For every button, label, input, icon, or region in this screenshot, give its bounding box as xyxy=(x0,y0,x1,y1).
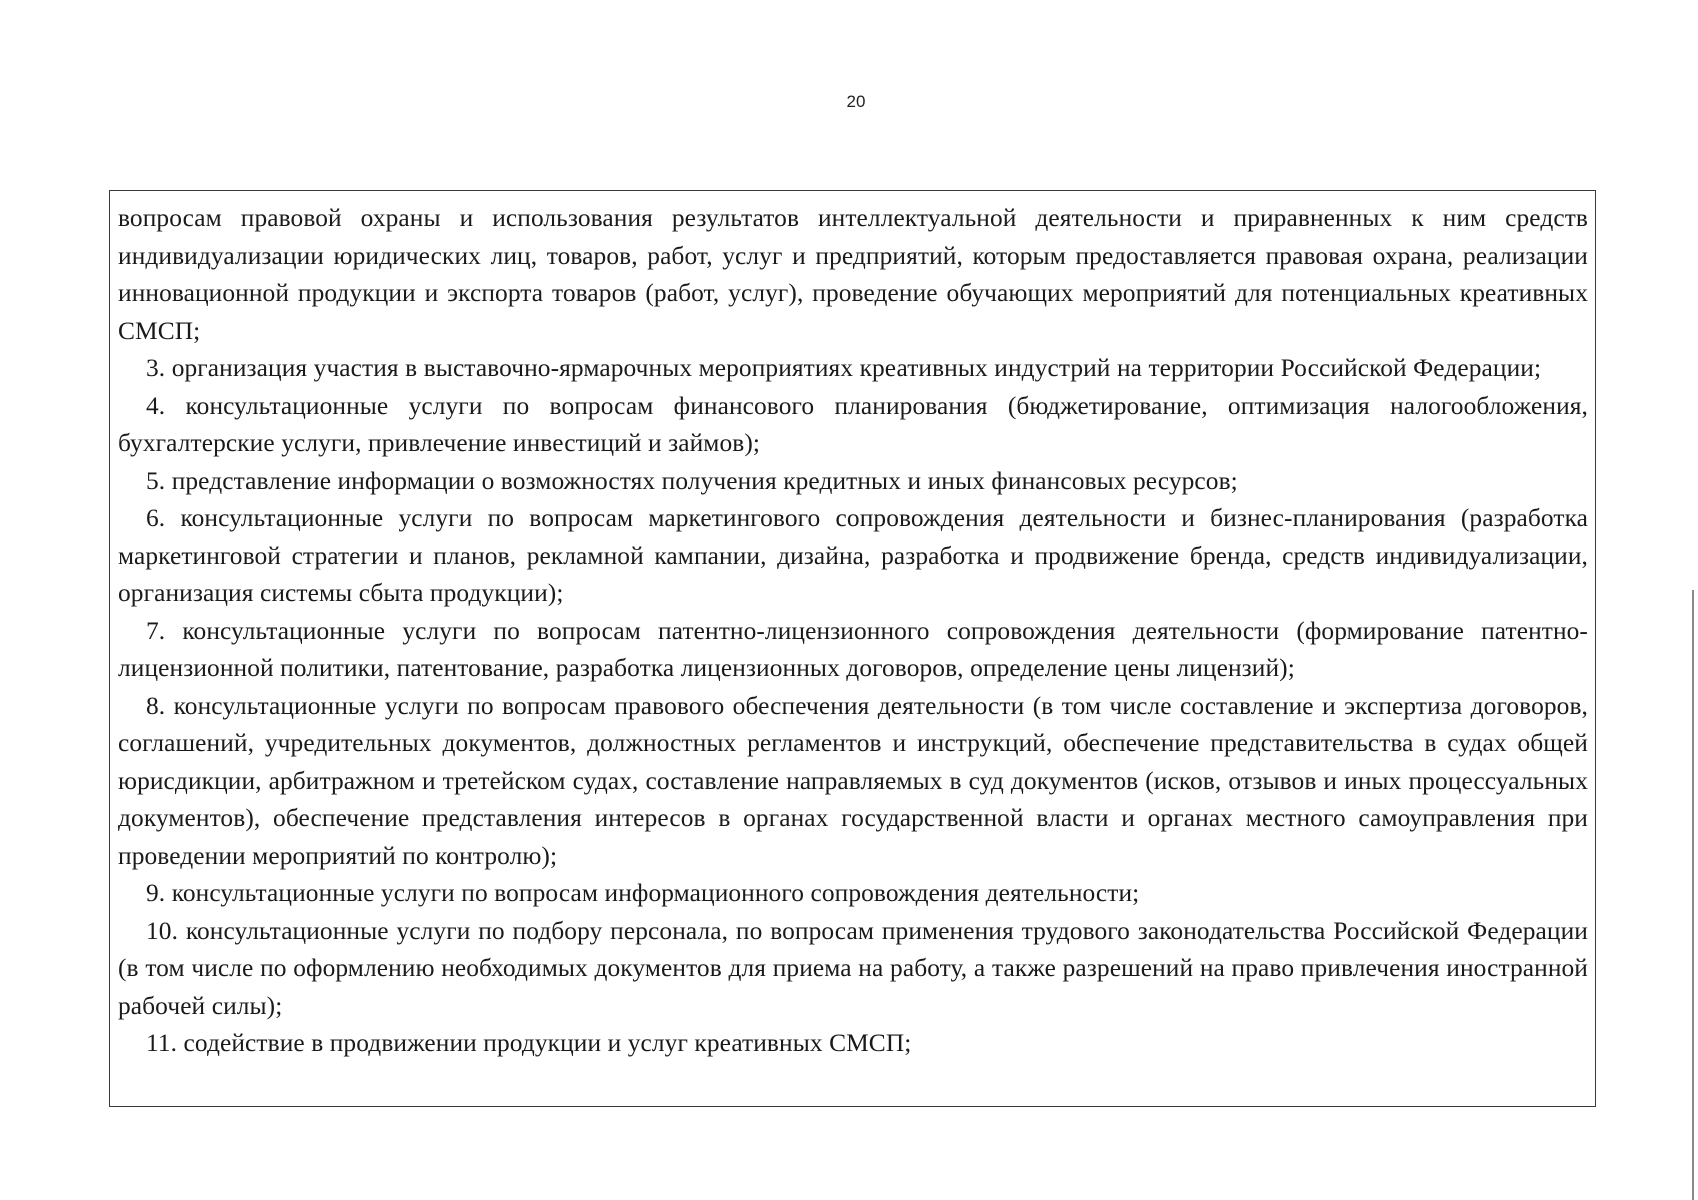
paragraph-item-10: 10. консультационные услуги по подбору персонала, по вопросам применения трудового законодательства Российской Федерации (в том числе по оформлению необходимых документов для приема на работу, а также разрешений на право привлечения иностранной рабочей силы); xyxy=(118,916,1588,1020)
paragraph-continuation: вопросам правовой охраны и использования результатов интеллектуальной деятельности и приравненных к ним средств индивидуализации юридических лиц, товаров, работ, услуг и предприятий, которым предоставляется правовая охрана, реализации инновационной продукции и экспорта товаров (работ, услуг), проведение обучающих мероприятий для потенциальных креативных СМСП; xyxy=(118,204,1588,345)
paragraph-item-6: 6. консультационные услуги по вопросам маркетингового сопровождения деятельности и бизнес-планирования (разработка маркетинговой стратегии и планов, рекламной кампании, дизайна, разработка и продвижение бренда, средств индивидуализации, организация системы сбыта продукции); xyxy=(118,504,1588,607)
paragraph-item-3: 3. организация участия в выставочно-ярмарочных мероприятиях креативных индустрий на территории Российской Федерации; xyxy=(146,354,1542,382)
paragraph-item-7: 7. консультационные услуги по вопросам патентно-лицензионного сопровождения деятельности (формирование патентно-лицензионной политики, патентование, разработка лицензионных договоров, определение цены лицензий); xyxy=(118,616,1588,682)
paragraph-item-9: 9. консультационные услуги по вопросам информационного сопровождения деятельности; xyxy=(146,879,1140,907)
paragraph-item-8: 8. консультационные услуги по вопросам правового обеспечения деятельности (в том числе составление и экспертиза договоров, соглашений, учредительных документов, должностных регламентов и инструкций, обеспечение представительства в судах общей юрисдикции, арбитражном и третейском судах, составление направляемых в суд документов (исков, отзывов и иных процессуальных документов), обеспечение представления интересов в органах государственной власти и органах местного самоуправления при проведении мероприятий по контролю); xyxy=(118,691,1588,870)
scan-edge-divider xyxy=(1692,590,1694,1200)
page-number: 20 xyxy=(846,92,866,111)
paragraph-item-4: 4. консультационные услуги по вопросам финансового планирования (бюджетирование, оптимизация налогообложения, бухгалтерские услуги, привлечение инвестиций и займов); xyxy=(118,391,1588,457)
paragraph-item-11: 11. содействие в продвижении продукции и услуг креативных СМСП; xyxy=(146,1029,912,1057)
text-table-cell xyxy=(109,190,1596,1107)
paragraph-item-5: 5. представление информации о возможностях получения кредитных и иных финансовых ресурсов; xyxy=(146,466,1238,495)
